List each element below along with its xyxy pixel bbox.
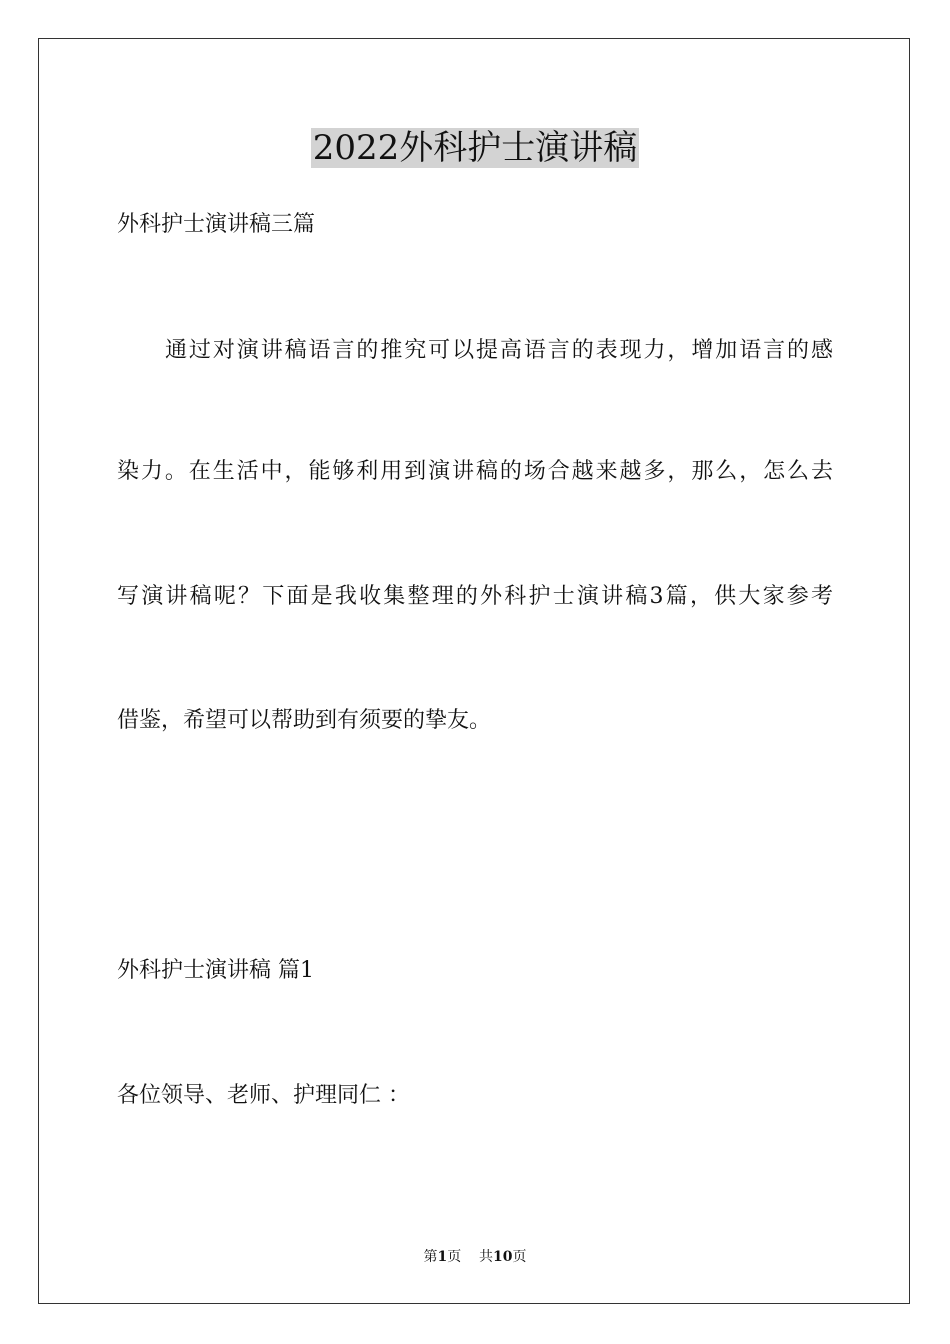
document-title [0,126,950,170]
footer-page-prefix: 第 [423,1249,438,1265]
footer-page-unit: 页 [447,1249,462,1265]
intro-line-4: 借鉴，希望可以帮助到有须要的挚友。 [117,708,492,733]
footer-total-pages: 10 [493,1249,513,1265]
salutation: 各位领导、老师、护理同仁 ： [117,1083,410,1108]
title-text: 2022外科护士演讲稿 [312,128,638,168]
footer-total-unit: 页 [512,1249,527,1265]
section-heading: 外科护士演讲稿 篇1 [117,958,314,983]
subtitle: 外科护士演讲稿三篇 [117,212,316,237]
intro-line-3: 写演讲稿呢？下面是我收集整理的外科护士演讲稿3篇，供大家参考 [117,584,833,609]
footer-total-prefix: 共 [479,1249,494,1265]
intro-line-1: 通过对演讲稿语言的推究可以提高语言的表现力，增加语言的感 [165,338,833,363]
intro-line-2: 染力。在生活中，能够利用到演讲稿的场合越来越多，那么，怎么去 [117,459,833,484]
footer-page-number: 1 [437,1249,448,1265]
page-footer [0,1247,950,1267]
